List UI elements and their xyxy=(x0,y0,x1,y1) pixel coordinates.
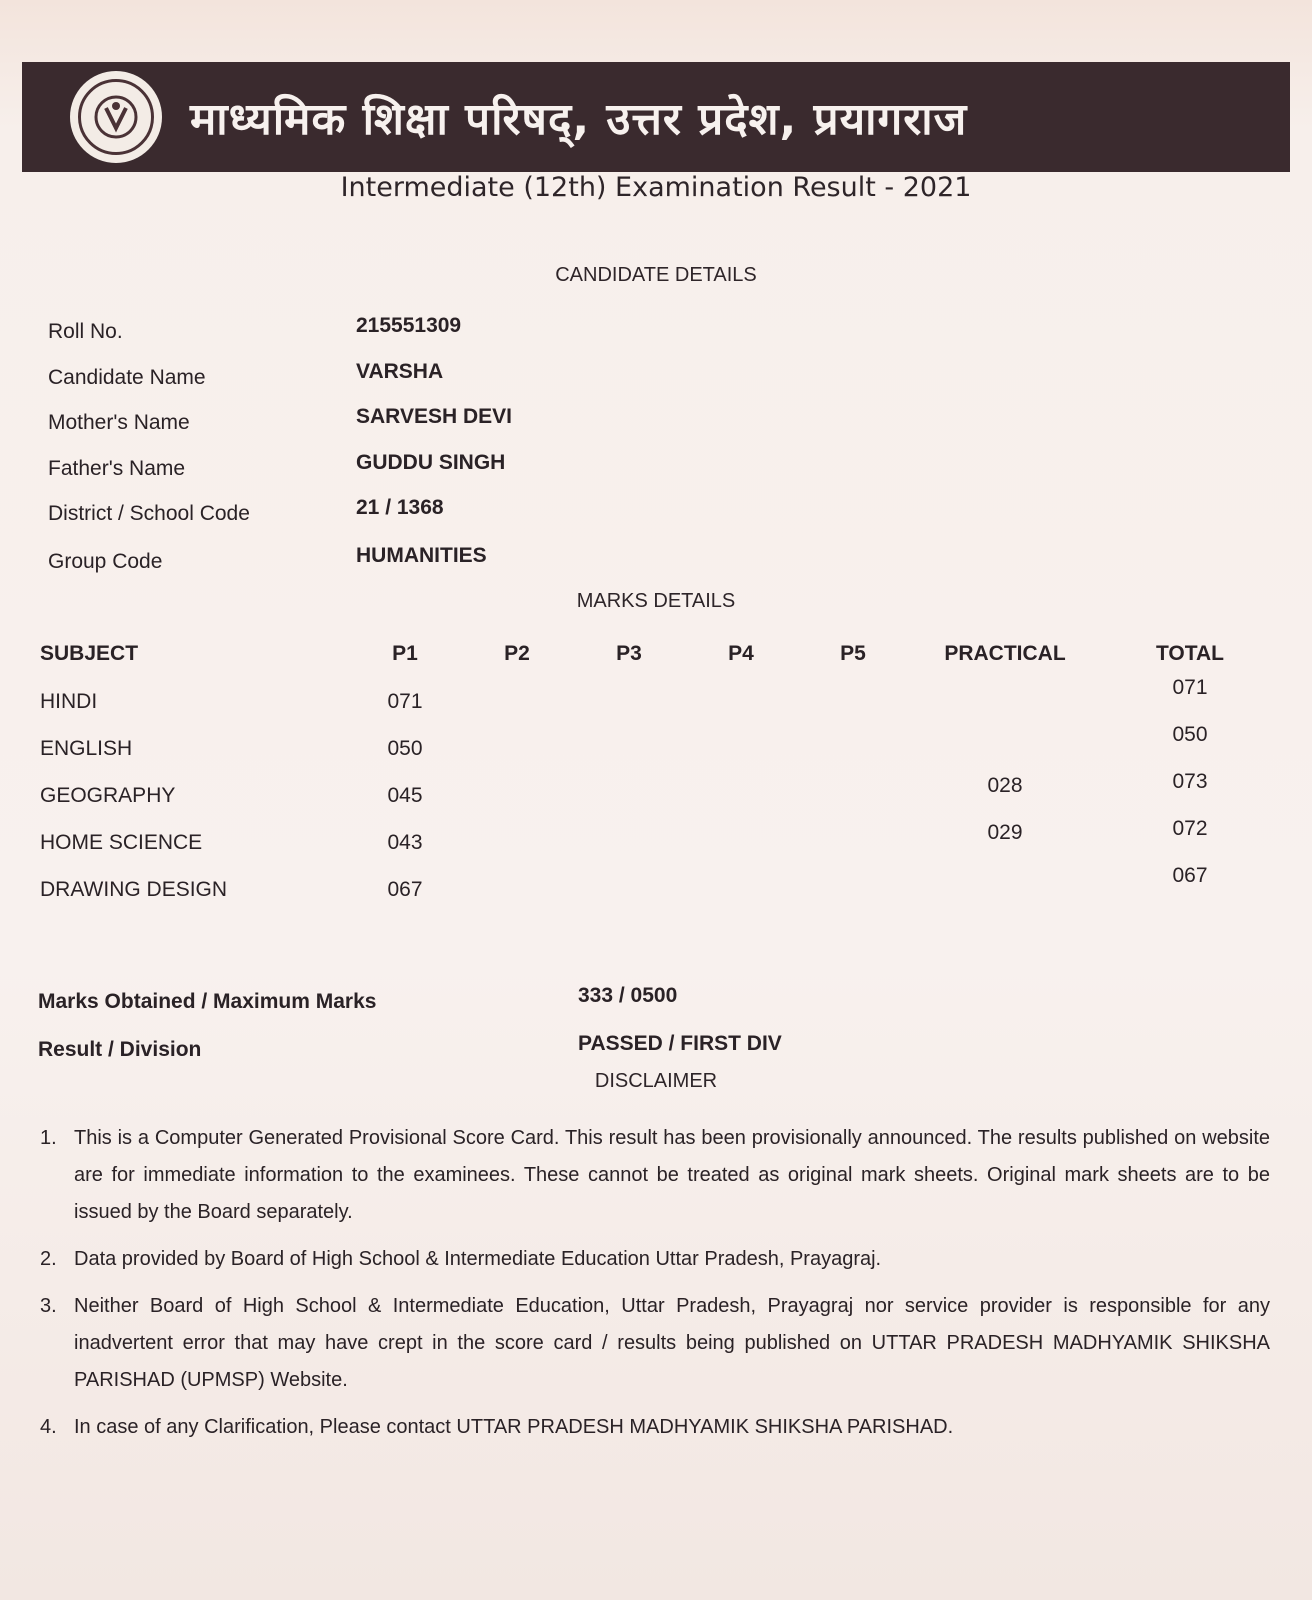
list-item xyxy=(40,1120,1270,1231)
marks-details-heading: MARKS DETAILS xyxy=(576,590,736,612)
field-label: Roll No. xyxy=(48,320,123,343)
column-header: P1 xyxy=(392,642,418,665)
subject-cell: HINDI xyxy=(40,690,98,713)
column-header: SUBJECT xyxy=(40,642,139,665)
item-text: In case of any Clarification, Please contact UTTAR PRADESH MADHYAMIK SHIKSHA PARISHAD. xyxy=(74,1416,954,1438)
subject-cell: ENGLISH xyxy=(40,737,133,760)
list-item xyxy=(40,1288,1270,1399)
table-row xyxy=(0,676,1312,724)
p1-cell: 050 xyxy=(387,737,423,760)
candidate-details-heading: CANDIDATE DETAILS xyxy=(555,264,757,286)
list-item xyxy=(40,1241,1270,1278)
field-label: District / School Code xyxy=(48,502,250,525)
p1-cell: 043 xyxy=(387,831,423,854)
column-header: P2 xyxy=(504,642,530,665)
candidate-row-name xyxy=(0,360,1312,400)
marks-obtained-label: Marks Obtained / Maximum Marks xyxy=(38,990,377,1013)
p1-cell: 071 xyxy=(387,690,423,713)
candidate-row-district-school xyxy=(0,496,1312,536)
disclaimer-heading: DISCLAIMER xyxy=(594,1070,718,1092)
result-division-label: Result / Division xyxy=(38,1038,202,1061)
candidate-row-father-name xyxy=(0,451,1312,491)
list-item xyxy=(40,1409,1270,1446)
field-label: Mother's Name xyxy=(48,411,190,434)
column-header: P5 xyxy=(840,642,866,665)
candidate-row-group-code xyxy=(0,544,1312,584)
item-text: Neither Board of High School & Intermediate Education, Uttar Pradesh, Prayagraj nor service provider is responsible for any inadvertent error that may have crept in the score card / results being published on UTTAR PRADESH MADHYAMIK SHIKSHA PARISHAD (UPMSP) Website. xyxy=(74,1295,1270,1391)
field-label: Father's Name xyxy=(48,457,186,480)
column-header: P4 xyxy=(728,642,754,665)
field-value: VARSHA xyxy=(356,360,444,383)
column-header: P3 xyxy=(616,642,642,665)
item-number: 2. xyxy=(40,1248,57,1270)
table-row xyxy=(0,864,1312,912)
upmsp-emblem-icon xyxy=(70,71,162,163)
header-banner xyxy=(22,62,1290,172)
table-row xyxy=(0,723,1312,771)
board-name: माध्यमिक शिक्षा परिषद्, उत्तर प्रदेश, प्रयागराज xyxy=(190,94,968,145)
field-label: Candidate Name xyxy=(48,366,206,389)
column-header: PRACTICAL xyxy=(944,642,1066,665)
item-number: 4. xyxy=(40,1416,57,1438)
item-text: This is a Computer Generated Provisional Score Card. This result has been provisionally announced. The results published on website are for immediate information to the examinees. These cannot be treated as original mark sheets. Original mark sheets are to be issued by the Board separately. xyxy=(74,1127,1270,1223)
subject-cell: HOME SCIENCE xyxy=(40,831,203,854)
total-cell: 071 xyxy=(1172,676,1208,699)
field-label: Group Code xyxy=(48,550,163,573)
subject-cell: GEOGRAPHY xyxy=(40,784,176,807)
item-number: 1. xyxy=(40,1127,57,1149)
table-row xyxy=(0,817,1312,865)
candidate-row-roll-no xyxy=(0,314,1312,354)
field-value: GUDDU SINGH xyxy=(356,451,506,474)
result-division-value: PASSED / FIRST DIV xyxy=(578,1032,782,1055)
field-value: SARVESH DEVI xyxy=(356,405,512,428)
total-cell: 067 xyxy=(1172,864,1208,887)
field-value: 215551309 xyxy=(356,314,462,337)
disclaimer-list xyxy=(40,1120,1270,1456)
practical-cell: 028 xyxy=(987,774,1023,797)
total-cell: 073 xyxy=(1172,770,1208,793)
page-title: Intermediate (12th) Examination Result - 2021 xyxy=(340,172,972,203)
item-text: Data provided by Board of High School & Intermediate Education Uttar Pradesh, Prayagraj. xyxy=(74,1248,882,1270)
total-cell: 050 xyxy=(1172,723,1208,746)
item-number: 3. xyxy=(40,1295,57,1317)
p1-cell: 067 xyxy=(387,878,423,901)
table-row xyxy=(0,770,1312,818)
total-cell: 072 xyxy=(1172,817,1208,840)
column-header: TOTAL xyxy=(1155,642,1225,665)
subject-cell: DRAWING DESIGN xyxy=(40,878,228,901)
marks-obtained-value: 333 / 0500 xyxy=(578,984,678,1007)
field-value: HUMANITIES xyxy=(356,544,487,567)
marks-header-row xyxy=(0,642,1312,676)
practical-cell: 029 xyxy=(987,821,1023,844)
p1-cell: 045 xyxy=(387,784,423,807)
field-value: 21 / 1368 xyxy=(356,496,444,519)
candidate-row-mother-name xyxy=(0,405,1312,445)
